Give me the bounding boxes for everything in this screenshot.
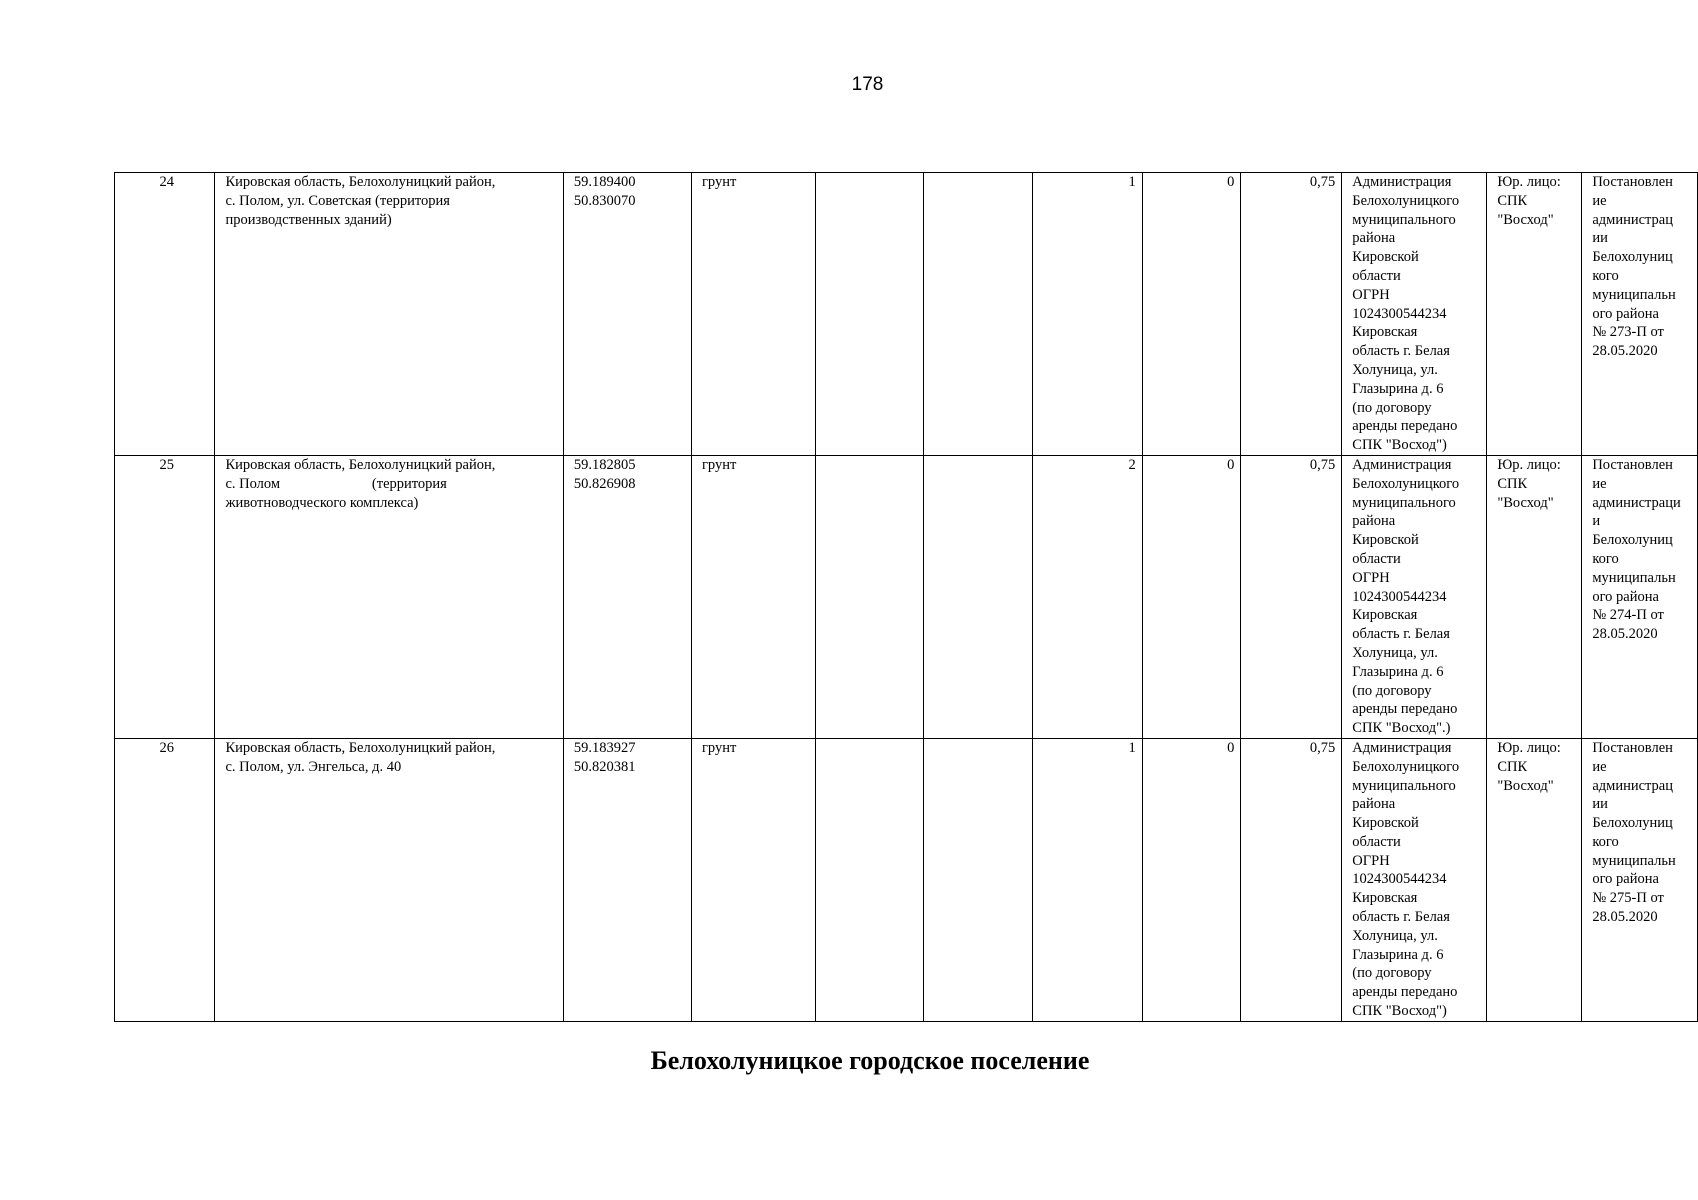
row-number: 26 bbox=[115, 738, 215, 1021]
decree-cell: Постановлен ие администраци и Белохолуниц кого муниципальн ого района № 274-П от 28.05.2020 bbox=[1582, 455, 1698, 738]
surface-cell: грунт bbox=[691, 455, 815, 738]
address-rest: с. Полом, ул. Энгельса, д. 40 bbox=[225, 758, 402, 775]
decree-cell: Постановлен ие администрац ии Белохолуниц кого муниципальн ого района № 275-П от 28.05.2020 bbox=[1582, 738, 1698, 1021]
latitude: 59.182805 bbox=[573, 456, 636, 473]
owner-cell: Администрация Белохолуницкого муниципального района Кировской области ОГРН 1024300544234 Кировская область г. Белая Холуница, ул. Глазырина д. 6 (по договору аренды передано СПК "Восход".) bbox=[1342, 455, 1487, 738]
coordinates-cell bbox=[563, 173, 691, 456]
operator-cell: Юр. лицо: СПК "Восход" bbox=[1487, 173, 1582, 456]
count-cell: 1 bbox=[1033, 738, 1142, 1021]
row-number: 25 bbox=[115, 455, 215, 738]
empty-cell bbox=[924, 455, 1033, 738]
surface-cell: грунт bbox=[691, 738, 815, 1021]
empty-cell bbox=[815, 455, 923, 738]
address-line-split bbox=[225, 475, 556, 494]
longitude: 50.826908 bbox=[573, 475, 636, 492]
volume-cell: 0,75 bbox=[1241, 738, 1342, 1021]
volume-cell: 0,75 bbox=[1241, 455, 1342, 738]
register-table bbox=[114, 172, 1698, 1022]
empty-cell bbox=[815, 173, 923, 456]
coordinates-cell bbox=[563, 455, 691, 738]
address-cell bbox=[215, 455, 563, 738]
zero-cell: 0 bbox=[1142, 738, 1241, 1021]
table-row bbox=[115, 455, 1698, 738]
address-line: Кировская область, Белохолуницкий район, bbox=[225, 456, 496, 473]
address-line: Кировская область, Белохолуницкий район, bbox=[225, 174, 496, 190]
address-line: Кировская область, Белохолуницкий район, bbox=[225, 739, 496, 756]
latitude: 59.183927 bbox=[573, 739, 636, 756]
page-number: 178 bbox=[851, 74, 884, 95]
address-rest: животноводческого комплекса) bbox=[225, 494, 419, 511]
owner-cell: Администрация Белохолуницкого муниципального района Кировской области ОГРН 1024300544234 Кировская область г. Белая Холуница, ул. Глазырина д. 6 (по договору аренды передано СПК "Восход") bbox=[1342, 738, 1487, 1021]
address-part: (территория bbox=[371, 475, 447, 492]
longitude: 50.820381 bbox=[573, 758, 636, 775]
volume-cell: 0,75 bbox=[1241, 173, 1342, 456]
table-row bbox=[115, 738, 1698, 1021]
empty-cell bbox=[924, 738, 1033, 1021]
operator-cell: Юр. лицо: СПК "Восход" bbox=[1487, 738, 1582, 1021]
count-cell: 1 bbox=[1033, 173, 1142, 456]
surface-cell: грунт bbox=[691, 173, 815, 456]
empty-cell bbox=[924, 173, 1033, 456]
address-part: с. Полом bbox=[225, 475, 281, 492]
section-title: Белохолуницкое городское поселение bbox=[650, 1046, 1090, 1075]
operator-cell: Юр. лицо: СПК "Восход" bbox=[1487, 455, 1582, 738]
row-number: 24 bbox=[115, 173, 215, 456]
zero-cell: 0 bbox=[1142, 455, 1241, 738]
owner-cell: Администрация Белохолуницкого муниципального района Кировской области ОГРН 1024300544234 Кировская область г. Белая Холуница, ул. Глазырина д. 6 (по договору аренды передано СПК "Восход") bbox=[1342, 173, 1487, 456]
table-row bbox=[115, 173, 1698, 456]
longitude: 50.830070 bbox=[573, 192, 636, 209]
coordinates-cell bbox=[563, 738, 691, 1021]
count-cell: 2 bbox=[1033, 455, 1142, 738]
zero-cell: 0 bbox=[1142, 173, 1241, 456]
decree-cell: Постановлен ие администрац ии Белохолуниц кого муниципальн ого района № 273-П от 28.05.2020 bbox=[1582, 173, 1698, 456]
address-cell bbox=[215, 173, 563, 456]
address-cell bbox=[215, 738, 563, 1021]
address-rest: с. Полом, ул. Советская (территория производственных зданий) bbox=[225, 192, 450, 228]
empty-cell bbox=[815, 738, 923, 1021]
latitude: 59.189400 bbox=[573, 174, 636, 190]
